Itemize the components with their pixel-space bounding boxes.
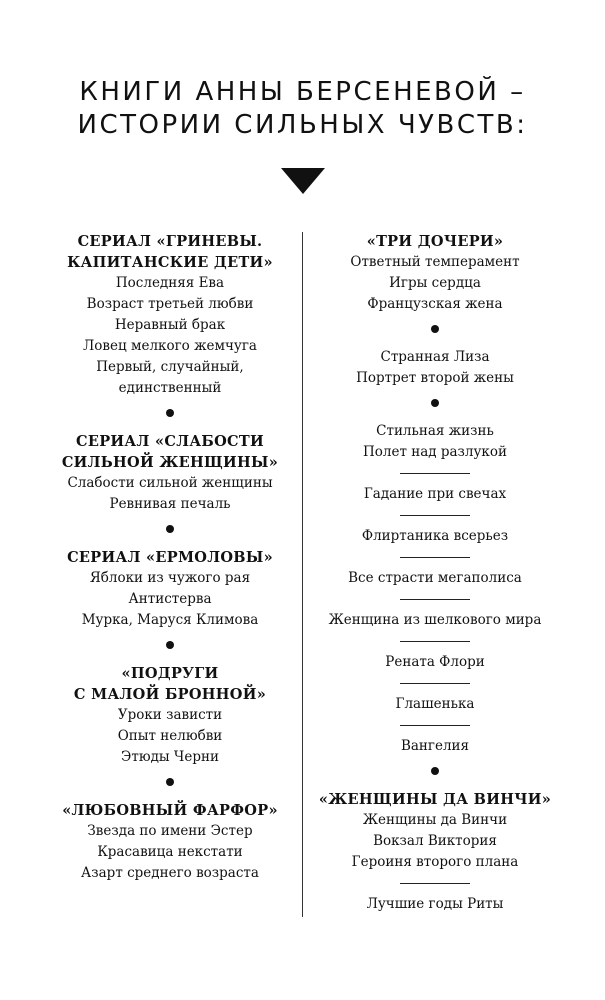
series-heading: СЕРИАЛ «ЕРМОЛОВЫ» <box>67 549 273 566</box>
series-tri-docheri <box>310 231 560 315</box>
book-title: Уроки зависти <box>117 707 223 723</box>
divider-rule <box>400 725 470 726</box>
book-title: Героиня второго плана <box>351 854 519 870</box>
divider-rule <box>400 599 470 600</box>
book-title: Странная Лиза <box>380 349 490 365</box>
book-title: Первый, случайный, <box>96 359 244 375</box>
bullet-icon <box>431 399 439 407</box>
book-title: Красавица некстати <box>97 844 243 860</box>
book-title: Звезда по имени Эстер <box>87 823 253 839</box>
book-title: Опыт нелюбви <box>117 728 223 744</box>
book-title: Яблоки из чужого рая <box>89 570 251 586</box>
series-podrugi <box>45 663 295 768</box>
right-column <box>310 231 560 915</box>
book-title: Полет над разлукой <box>362 444 507 460</box>
book-title: единственный <box>118 380 222 396</box>
book-title: Азарт среднего возраста <box>81 865 259 881</box>
book-title: Возраст третьей любви <box>86 296 254 312</box>
bullet-icon <box>166 778 174 786</box>
page-title <box>0 76 605 143</box>
book-title: Последняя Ева <box>115 275 225 291</box>
book-title: Ловец мелкого жемчуга <box>83 338 257 354</box>
book-group-stilnaya <box>310 421 560 463</box>
bullet-icon <box>166 525 174 533</box>
book-title: Портрет второй жены <box>356 370 514 386</box>
book-title: Гадание при свечах <box>363 486 507 502</box>
series-heading: С МАЛОЙ БРОННОЙ» <box>73 686 267 703</box>
series-heading: «ЛЮБОВНЫЙ ФАРФОР» <box>62 802 278 819</box>
series-heading: КАПИТАНСКИЕ ДЕТИ» <box>67 254 273 271</box>
book-title: Французская жена <box>367 296 503 312</box>
book-title: Ревнивая печаль <box>109 496 231 512</box>
book-title: Вангелия <box>400 738 470 754</box>
divider-rule <box>400 683 470 684</box>
book-title: Рената Флори <box>385 654 485 670</box>
book-title: Все страсти мегаполиса <box>348 570 522 586</box>
divider-rule <box>400 557 470 558</box>
series-heading: «ПОДРУГИ <box>121 665 219 682</box>
book-title: Этюды Черни <box>121 749 219 765</box>
series-grinevy <box>45 231 295 399</box>
book-title: Слабости сильной женщины <box>67 475 273 491</box>
title-line-2: ИСТОРИИ СИЛЬНЫХ ЧУВСТВ: <box>77 110 528 141</box>
series-slabosti <box>45 431 295 515</box>
series-heading: «ТРИ ДОЧЕРИ» <box>366 233 504 250</box>
book-group-liza <box>310 347 560 389</box>
book-title: Флиртаника всерьез <box>361 528 509 544</box>
book-title: Антистерва <box>128 591 212 607</box>
bullet-icon <box>166 409 174 417</box>
series-farfor <box>45 800 295 884</box>
book-title: Глашенька <box>395 696 475 712</box>
bullet-icon <box>431 325 439 333</box>
divider-rule <box>400 473 470 474</box>
bullet-icon <box>166 641 174 649</box>
divider-rule <box>400 641 470 642</box>
book-title: Женщина из шелкового мира <box>328 612 542 628</box>
series-heading: СЕРИАЛ «ГРИНЕВЫ. <box>77 233 263 250</box>
book-title: Женщины да Винчи <box>362 812 508 828</box>
book-title: Мурка, Маруся Климова <box>81 612 259 628</box>
series-da-vinchi <box>310 789 560 873</box>
left-column <box>45 231 295 884</box>
book-title: Ответный темперамент <box>350 254 520 270</box>
book-title: Вокзал Виктория <box>373 833 497 849</box>
book-title: Стильная жизнь <box>376 423 494 439</box>
title-line-1: КНИГИ АННЫ БЕРСЕНЕВОЙ – <box>79 77 526 107</box>
series-heading: СИЛЬНОЙ ЖЕНЩИНЫ» <box>61 454 279 471</box>
triangle-down-icon <box>281 168 325 194</box>
book-title: Игры сердца <box>389 275 481 291</box>
divider-rule <box>400 515 470 516</box>
divider-rule <box>400 883 470 884</box>
series-heading: СЕРИАЛ «СЛАБОСТИ <box>76 433 264 450</box>
series-ermolovy <box>45 547 295 631</box>
bullet-icon <box>431 767 439 775</box>
series-heading: «ЖЕНЩИНЫ ДА ВИНЧИ» <box>318 791 552 808</box>
column-divider <box>302 232 303 917</box>
book-title: Неравный брак <box>114 317 226 333</box>
book-title: Лучшие годы Риты <box>366 896 504 912</box>
